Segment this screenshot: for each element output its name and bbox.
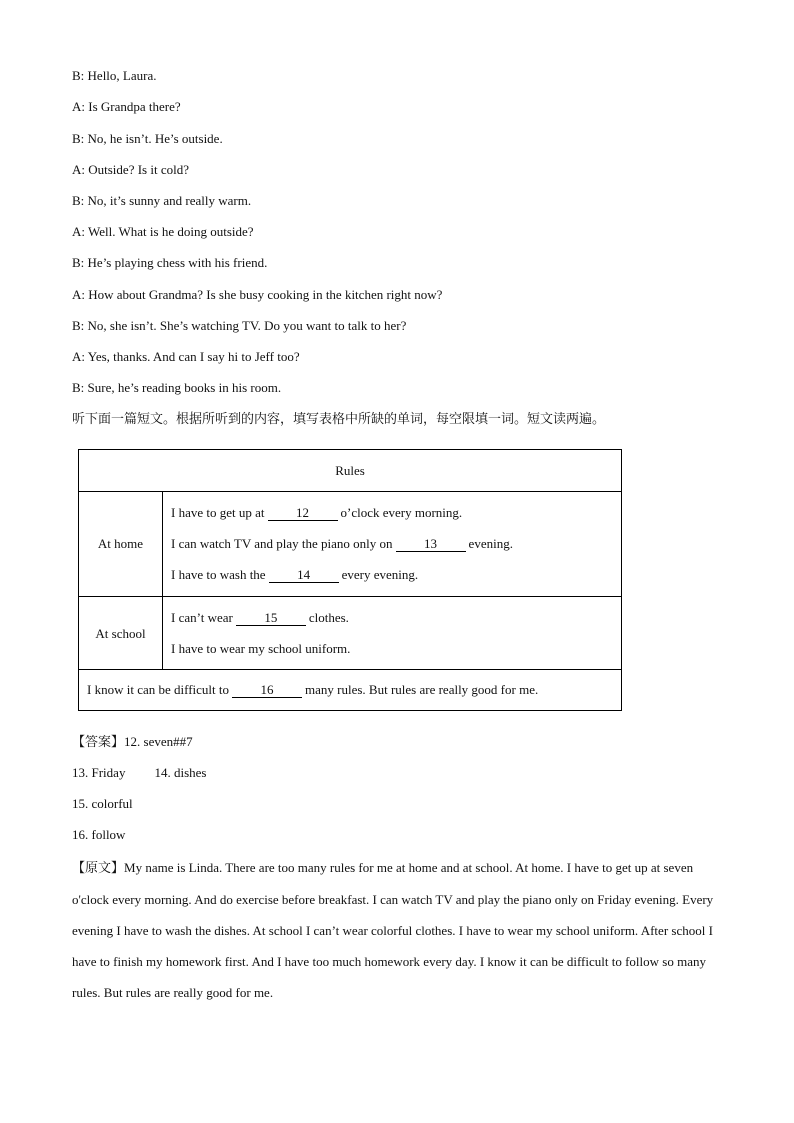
answer-line	[72, 733, 193, 752]
rule-text: I can watch TV and play the piano only on	[171, 536, 393, 551]
rule-text: many rules. But rules are really good for me.	[305, 682, 539, 697]
answer-13: 13. Friday	[72, 765, 126, 780]
column-divider	[162, 492, 163, 596]
column-divider	[162, 597, 163, 669]
table-header-row	[79, 450, 621, 492]
answer-12: 12. seven##7	[124, 734, 193, 749]
blank-15: 15	[236, 611, 306, 626]
rule-text: o’clock every morning.	[340, 505, 463, 520]
dialogue-line: A: Yes, thanks. And can I say hi to Jeff too?	[72, 349, 300, 364]
blank-16: 16	[232, 683, 302, 698]
rule-text: I have to get up at	[171, 505, 265, 520]
blank-12: 12	[268, 506, 338, 521]
answer-line	[72, 764, 206, 782]
dialogue-line: B: He’s playing chess with his friend.	[72, 255, 268, 270]
table-row-home	[79, 492, 621, 597]
rule-text: I know it can be difficult to	[87, 682, 230, 697]
rule-line: I have to wear my school uniform.	[171, 641, 351, 656]
answer-line: 15. colorful	[72, 796, 133, 811]
rule-line	[171, 505, 462, 521]
rule-text: I have to wash the	[171, 567, 266, 582]
answer-line: 16. follow	[72, 827, 126, 842]
dialogue-line: A: Outside? Is it cold?	[72, 162, 189, 177]
rule-text: clothes.	[308, 610, 349, 625]
row-label-school: At school	[95, 626, 146, 641]
blank-13: 13	[396, 537, 466, 552]
rule-line	[171, 567, 418, 583]
answer-label: 【答案】	[72, 735, 125, 750]
rule-text: every evening.	[341, 567, 419, 582]
dialogue-line: B: No, it’s sunny and really warm.	[72, 193, 252, 208]
table-header: Rules	[335, 463, 365, 478]
rules-table	[78, 449, 622, 711]
dialogue-line: B: Sure, he’s reading books in his room.	[72, 380, 282, 395]
row-label-home: At home	[97, 536, 144, 551]
rule-line	[171, 536, 513, 552]
dialogue-line: B: No, he isn’t. He’s outside.	[72, 131, 223, 146]
dialogue-line: A: How about Grandma? Is she busy cooking in the kitchen right now?	[72, 287, 443, 302]
footer-line	[87, 682, 538, 698]
original-label: 【原文】	[72, 861, 125, 876]
original-text	[72, 852, 722, 1008]
dialogue-line: A: Well. What is he doing outside?	[72, 224, 254, 239]
table-row-school	[79, 597, 621, 670]
rule-line	[171, 610, 349, 626]
original-body: My name is Linda. There are too many rules for me at home and at school. At home. I have to get up at seven o'clock every morning. And do exercise before breakfast. I can watch TV and play the piano only on Friday evening. Every evening I have to wash the dishes. At school I can’t wear colorful clothes. I have to wear my school uniform. After school I have to finish my homework first. And I have too much homework every day. I know it can be difficult to follow so many rules. But rules are really good for me.	[72, 860, 714, 1000]
rule-text: evening.	[468, 536, 513, 551]
answer-14: 14. dishes	[154, 765, 207, 780]
rule-text: I can’t wear	[171, 610, 233, 625]
dialogue-line: A: Is Grandpa there?	[72, 99, 181, 114]
dialogue-line: B: Hello, Laura.	[72, 68, 157, 83]
dialogue-line: B: No, she isn’t. She’s watching TV. Do you want to talk to her?	[72, 318, 407, 333]
blank-14: 14	[269, 568, 339, 583]
instruction-text: 听下面一篇短文。根据所听到的内容，填写表格中所缺的单词，每空限填一词。短文读两遍。	[72, 412, 606, 427]
table-footer-row	[79, 670, 621, 710]
